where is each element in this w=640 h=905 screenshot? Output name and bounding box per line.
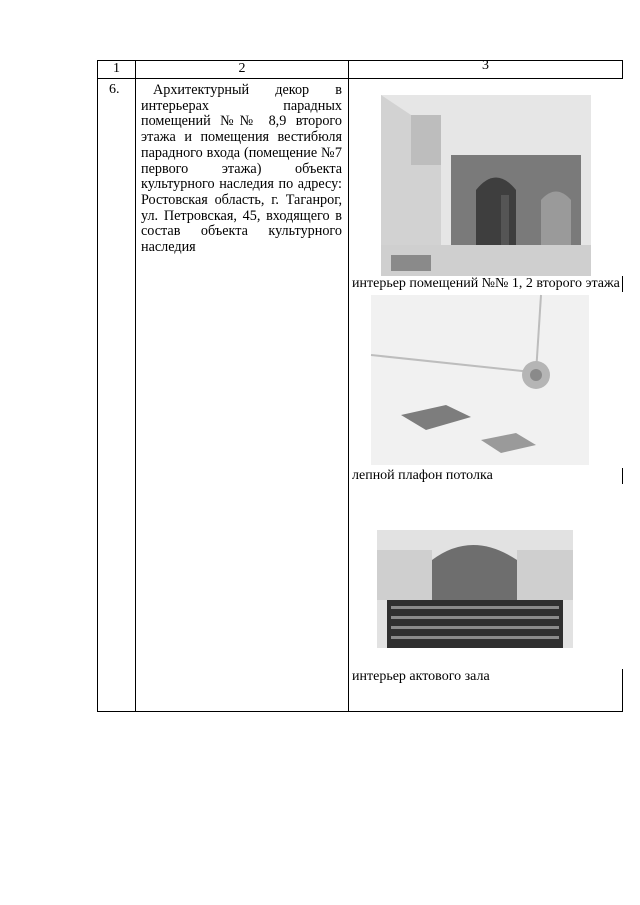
photo-block-3 bbox=[349, 484, 622, 685]
assembly-hall-photo bbox=[349, 484, 623, 669]
header-col-2: 2 bbox=[136, 61, 349, 79]
photo-caption-3: интерьер актового зала bbox=[352, 669, 490, 684]
photo-caption-1: интерьер помещений №№ 1, 2 второго этажа bbox=[352, 276, 620, 291]
photo-block-2 bbox=[349, 292, 622, 484]
row-number: 6. bbox=[98, 79, 136, 712]
photo-caption-2: лепной плафон потолка bbox=[352, 468, 493, 483]
photo-block-1 bbox=[349, 79, 622, 292]
heritage-table bbox=[97, 60, 623, 712]
interior-photo-1 bbox=[349, 79, 623, 276]
ceiling-photo bbox=[349, 292, 623, 468]
header-col-1: 1 bbox=[98, 61, 136, 79]
row-description: Архитектурный декор в интерьерах парадных помещений №№ 8,9 второго этажа и помещения вестибюля парадного входа (помещение №7 первого этажа) объекта культурного наследия по адресу: Ростовская область, г. Таганрог, ул. Петровская, 45, входящего в состав объекта культурного наследия bbox=[141, 82, 342, 256]
table-header-row bbox=[98, 61, 623, 79]
table-row bbox=[98, 79, 623, 712]
header-col-3: 3 bbox=[349, 61, 623, 79]
photos-cell bbox=[349, 79, 623, 712]
row-description-cell bbox=[136, 79, 349, 712]
